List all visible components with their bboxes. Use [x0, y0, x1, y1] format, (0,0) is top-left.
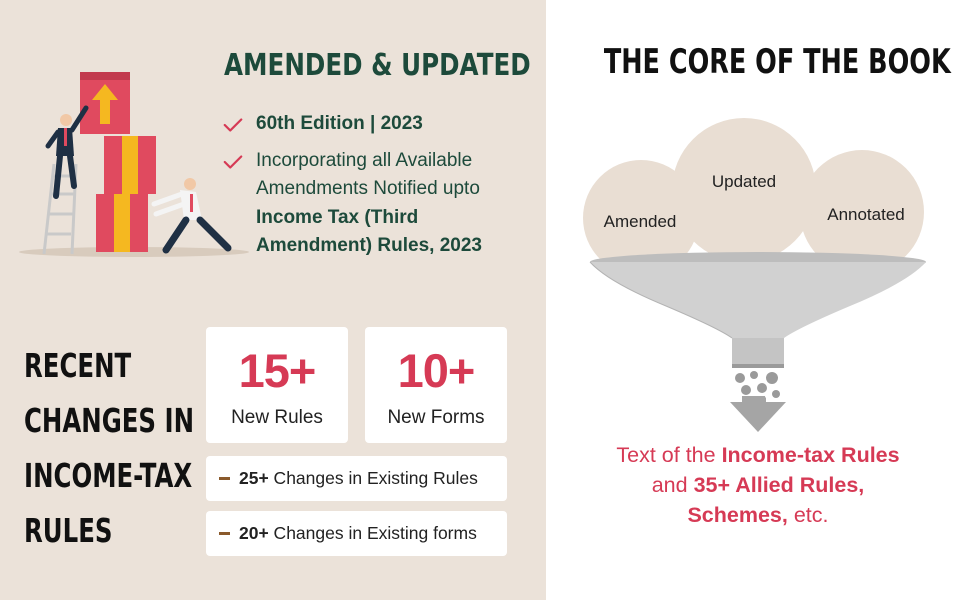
new-forms-count: 10+ [397, 344, 475, 397]
changes-existing-forms-text [239, 523, 477, 544]
new-rules-card [206, 327, 348, 443]
desc-text: and [651, 473, 694, 497]
feature-checklist [222, 110, 522, 269]
recent-heading-line: CHANGES IN [24, 401, 195, 440]
desc-text-bold: Income-tax Rules [721, 443, 900, 467]
desc-text-bold: Schemes, [687, 503, 788, 527]
dash-icon [219, 477, 230, 480]
desc-text-bold: 35+ Allied Rules, [693, 473, 865, 497]
new-forms-card [365, 327, 507, 443]
recent-heading-line: RULES [24, 511, 113, 550]
right-panel [546, 0, 970, 600]
funnel-diagram [546, 110, 970, 440]
changes-existing-rules-row [206, 456, 507, 501]
new-rules-label: New Rules [231, 407, 323, 428]
funnel-spout [732, 338, 784, 366]
check-icon [222, 114, 244, 136]
bubble-label-updated: Updated [711, 172, 777, 191]
dash-icon [219, 532, 230, 535]
change-count: 25+ [239, 468, 269, 488]
changes-existing-forms-row [206, 511, 507, 556]
desc-text: etc. [787, 503, 829, 527]
check-icon [222, 151, 244, 173]
edition-text: 60th Edition | 2023 [256, 113, 423, 134]
checklist-item-amendments [222, 147, 522, 261]
changes-existing-rules-text [239, 468, 478, 489]
desc-text: Text of the [616, 443, 722, 467]
core-description [546, 440, 970, 530]
recent-heading-line: RECENT [24, 346, 132, 385]
amendments-text [256, 147, 522, 261]
core-description-line-3 [546, 500, 970, 530]
core-description-line-2 [546, 470, 970, 500]
amendments-text-bold: Income Tax (Third Amendment) Rules, 2023 [256, 206, 482, 256]
change-count: 20+ [239, 523, 269, 543]
core-of-book-heading [546, 42, 970, 82]
stacking-blocks-illustration [14, 64, 254, 264]
core-description-line-1 [546, 440, 970, 470]
new-forms-label: New Forms [387, 407, 485, 428]
new-rules-count: 15+ [238, 344, 316, 397]
core-heading-text: THE CORE OF THE BOOK [603, 42, 951, 82]
bubble-label-annotated: Annotated [827, 205, 905, 224]
funnel-cone [590, 262, 926, 338]
recent-changes-heading [24, 338, 195, 558]
bubble-label-amended: Amended [603, 212, 677, 231]
change-label: Changes in Existing Rules [268, 468, 478, 488]
recent-heading-line: INCOME-TAX [24, 456, 193, 495]
amendments-text-plain: Incorporating all Available Amendments Notified upto [256, 149, 480, 199]
checklist-item-edition [222, 110, 522, 139]
change-label: Changes in Existing forms [268, 523, 477, 543]
amended-updated-heading: AMENDED & UPDATED [224, 48, 531, 83]
